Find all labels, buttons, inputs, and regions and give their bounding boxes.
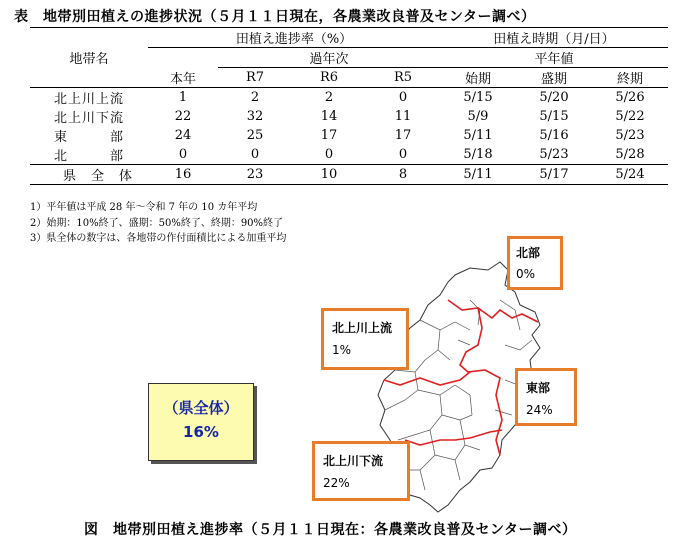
cell: 5/9 bbox=[467, 109, 489, 124]
cell: 22 bbox=[174, 109, 192, 124]
cell: 16 bbox=[148, 165, 218, 185]
cell: 5/18 bbox=[463, 147, 493, 162]
cell: 23 bbox=[218, 165, 292, 185]
col-header: R7 bbox=[218, 68, 292, 88]
cell: 10 bbox=[292, 165, 366, 185]
prefecture-label: （県全体） bbox=[163, 399, 239, 417]
region-value: 0% bbox=[516, 267, 536, 281]
cell: 5/11 bbox=[440, 165, 516, 185]
region-name: 東 部 bbox=[53, 130, 124, 145]
col-header: 盛期 bbox=[516, 68, 592, 88]
note-line: 1）平年値は平成 28 年～令和 7 年の 10 カ年平均 bbox=[30, 202, 258, 213]
region-name: 北上川下流 bbox=[53, 111, 124, 126]
cell: 5/17 bbox=[516, 165, 592, 185]
region-header: 地帯名 bbox=[30, 28, 148, 88]
figure-caption: 図 地帯別田植え進捗率（５月１１日現在：各農業改良普及センター調べ） bbox=[84, 522, 577, 538]
cell: 14 bbox=[320, 109, 338, 124]
region-name: 県 全 体 bbox=[30, 165, 148, 185]
col-header: R5 bbox=[366, 68, 440, 88]
cell: 5/16 bbox=[539, 128, 569, 143]
cell: 32 bbox=[246, 109, 264, 124]
cell: 5/23 bbox=[615, 128, 645, 143]
cell: 0 bbox=[250, 147, 260, 162]
cell: 5/15 bbox=[463, 90, 493, 105]
cell: 2 bbox=[250, 90, 260, 105]
col-header: R6 bbox=[292, 68, 366, 88]
region-name-label: 北上川下流 bbox=[323, 454, 384, 468]
past-years-header: 過年次 bbox=[218, 48, 440, 68]
progress-header: 田植え進捗率（%） bbox=[148, 28, 440, 48]
region-box-north bbox=[507, 236, 563, 290]
period-header: 田植え時期（月/日） bbox=[440, 28, 668, 48]
cell: 0 bbox=[324, 147, 334, 162]
prefecture-total-box bbox=[148, 383, 254, 461]
cell: 5/23 bbox=[539, 147, 569, 162]
region-value: 1% bbox=[332, 343, 352, 357]
cell: 0 bbox=[398, 147, 408, 162]
region-name-label: 東部 bbox=[526, 381, 551, 395]
cell: 8 bbox=[366, 165, 440, 185]
region-name: 北 部 bbox=[53, 149, 124, 164]
cell: 5/20 bbox=[539, 90, 569, 105]
cell: 5/15 bbox=[539, 109, 569, 124]
cell: 24 bbox=[174, 128, 192, 143]
cell: 0 bbox=[178, 147, 188, 162]
cell: 5/11 bbox=[463, 128, 493, 143]
cell: 5/24 bbox=[592, 165, 668, 185]
region-name-label: 北上川上流 bbox=[332, 321, 393, 335]
prefecture-value: 16% bbox=[183, 423, 219, 441]
cell: 5/26 bbox=[615, 90, 645, 105]
cell: 1 bbox=[178, 90, 188, 105]
cell: 0 bbox=[398, 90, 408, 105]
col-header: 本年 bbox=[148, 68, 218, 88]
region-box-kitakami-lower bbox=[312, 441, 410, 501]
normal-header: 平年値 bbox=[440, 48, 668, 68]
col-header: 終期 bbox=[592, 68, 668, 88]
region-name: 北上川上流 bbox=[53, 92, 124, 107]
cell: 5/28 bbox=[615, 147, 645, 162]
cell: 2 bbox=[324, 90, 334, 105]
table-title: 表 地帯別田植えの進捗状況（５月１１日現在，各農業改良普及センター調べ） bbox=[14, 9, 536, 25]
cell: 11 bbox=[394, 109, 412, 124]
region-value: 22% bbox=[323, 476, 350, 490]
region-box-east bbox=[515, 368, 577, 426]
region-name-label: 北部 bbox=[516, 246, 541, 260]
region-value: 24% bbox=[526, 403, 553, 417]
cell: 5/22 bbox=[615, 109, 645, 124]
note-line: 2）始期：10%終了、盛期：50%終了、終期：90%終了 bbox=[30, 217, 284, 229]
cell: 17 bbox=[394, 128, 412, 143]
col-header: 始期 bbox=[440, 68, 516, 88]
note-line: 3）県全体の数字は、各地帯の作付面積比による加重平均 bbox=[30, 233, 287, 244]
cell: 25 bbox=[246, 128, 264, 143]
region-box-kitakami-upper bbox=[321, 308, 409, 370]
cell: 17 bbox=[320, 128, 338, 143]
